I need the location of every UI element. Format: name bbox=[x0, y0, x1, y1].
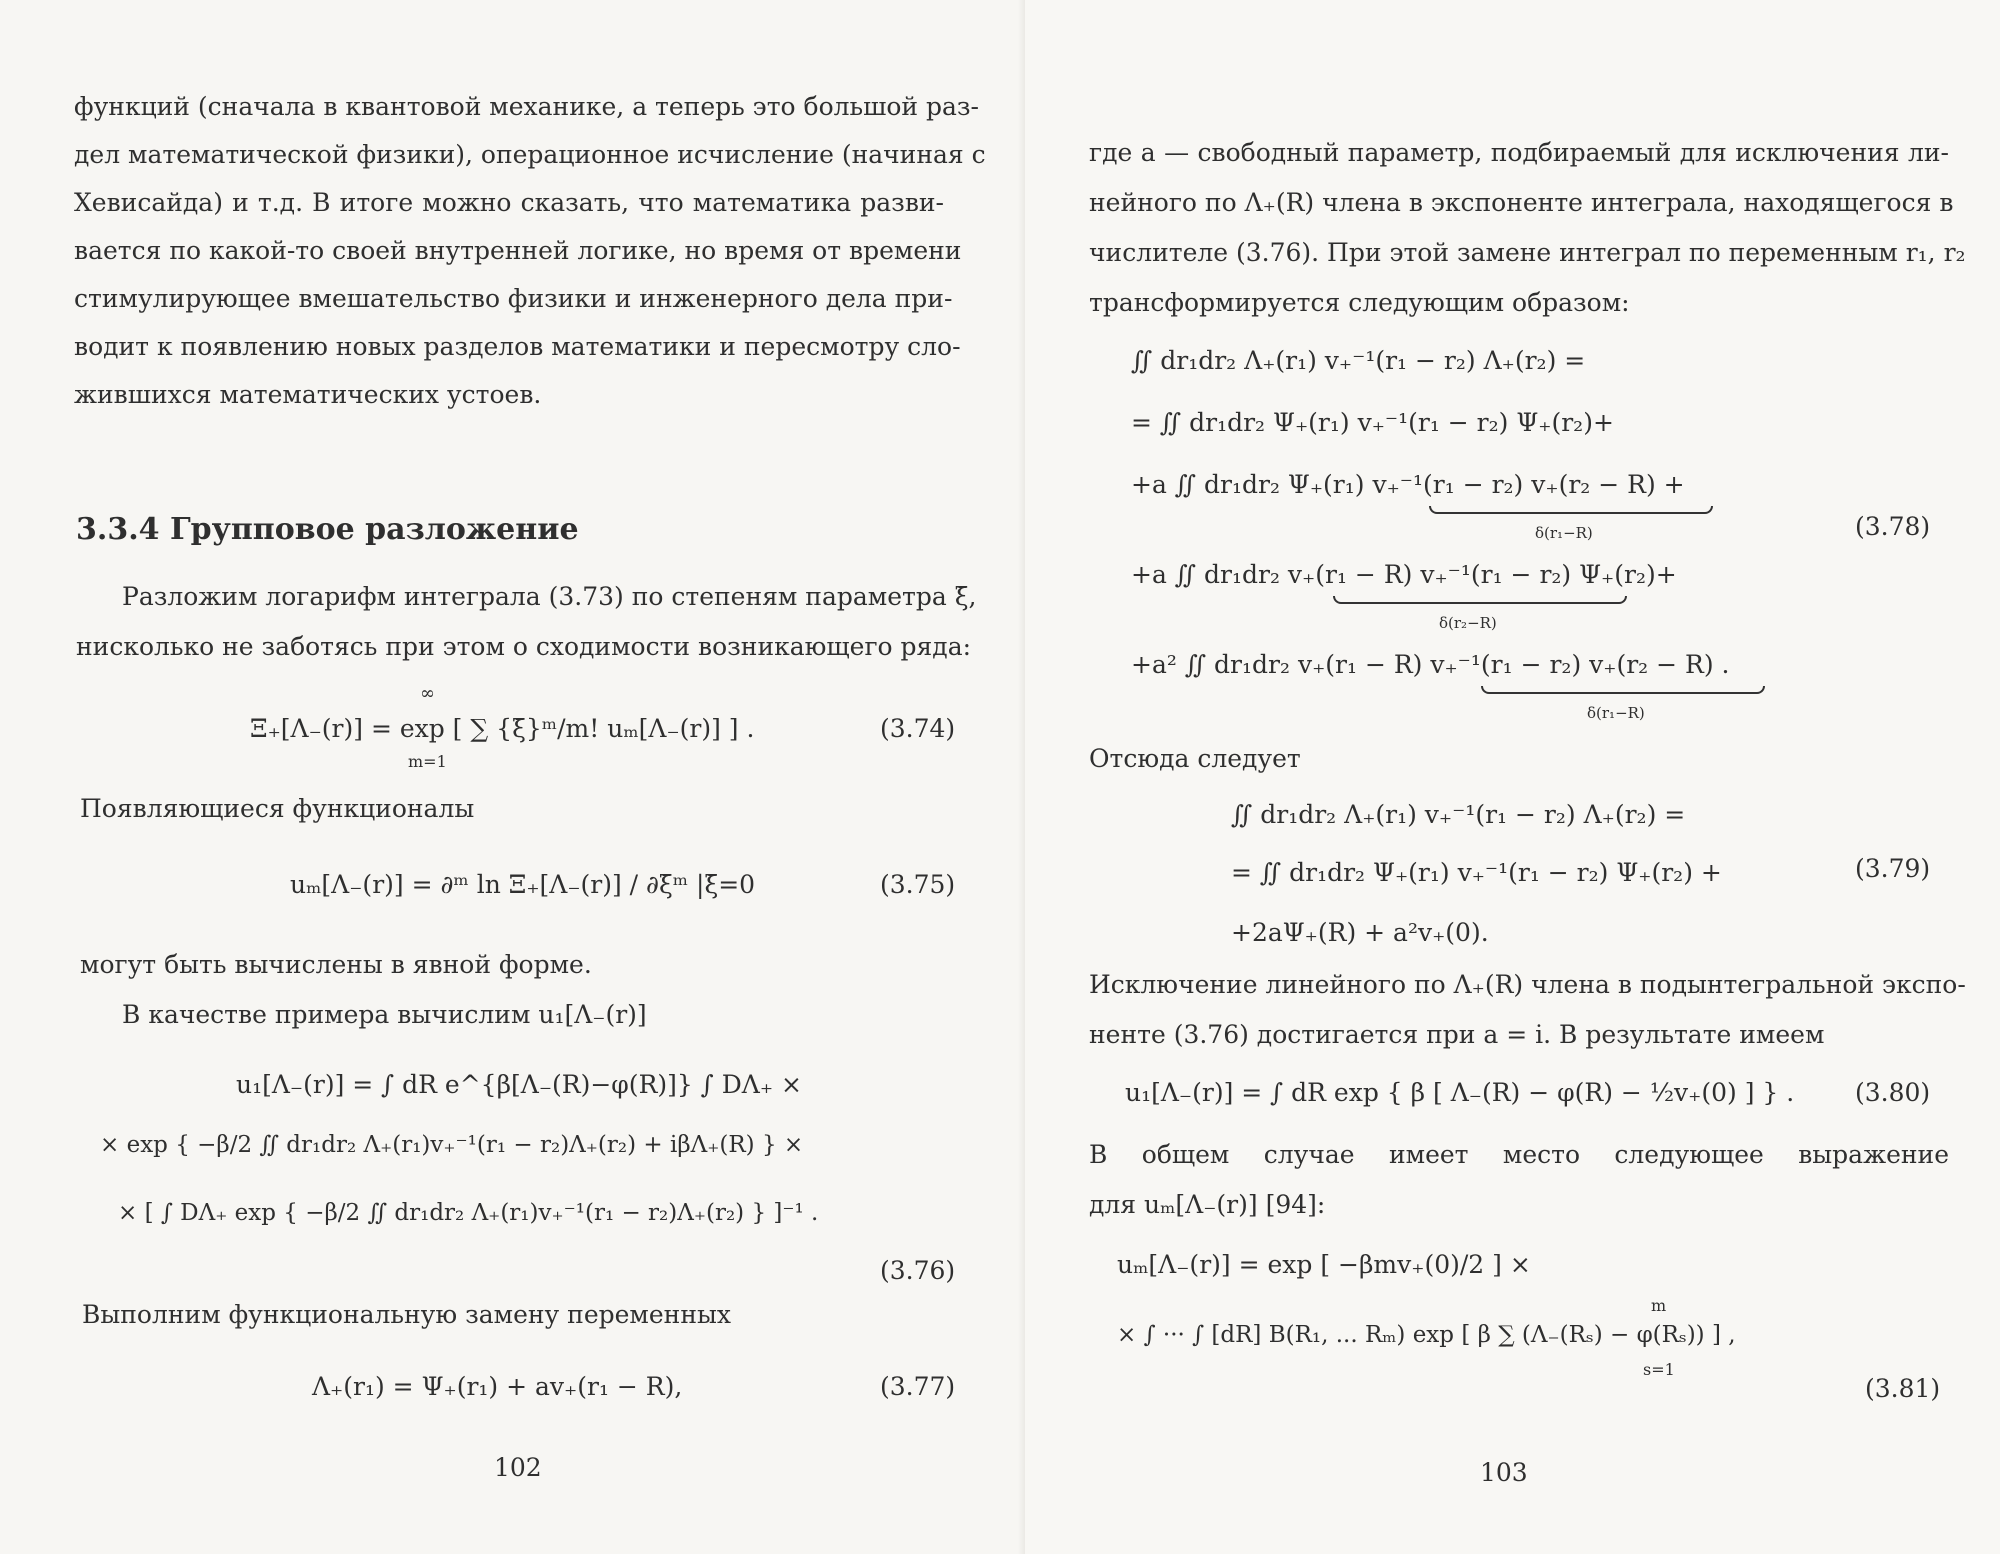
equation-3-78-line-2: = ∬ dr₁dr₂ Ψ₊(r₁) v₊⁻¹(r₁ − r₂) Ψ₊(r₂)+ bbox=[1131, 408, 1614, 437]
text-line: Отсюда следует bbox=[1089, 744, 1301, 773]
text-line: вается по какой-то своей внутренней логике, но время от времени bbox=[74, 236, 962, 265]
text-line: Появляющиеся функционалы bbox=[80, 794, 475, 823]
text-line: Исключение линейного по Λ₊(R) члена в подынтегральной экспо- bbox=[1089, 970, 1966, 999]
text-line: нейного по Λ₊(R) члена в экспоненте интеграла, находящегося в bbox=[1089, 188, 1954, 217]
text-line: стимулирующее вмешательство физики и инженерного дела при- bbox=[74, 284, 953, 313]
equation-number: (3.81) bbox=[1865, 1374, 1941, 1403]
text-line: водит к появлению новых разделов математики и пересмотру сло- bbox=[74, 332, 961, 361]
text-line: числителе (3.76). При этой замене интеграл по переменным r₁, r₂ bbox=[1089, 238, 1966, 267]
equation-number: (3.76) bbox=[880, 1256, 956, 1285]
equation-number: (3.80) bbox=[1855, 1078, 1931, 1107]
underbrace bbox=[1429, 506, 1713, 514]
equation-number: (3.78) bbox=[1855, 512, 1931, 541]
equation-3-78-line-5: +a² ∬ dr₁dr₂ v₊(r₁ − R) v₊⁻¹(r₁ − r₂) v₊(r₂ − R) . bbox=[1131, 650, 1730, 679]
underbrace-label: δ(r₁−R) bbox=[1535, 524, 1593, 542]
text-line: могут быть вычислены в явной форме. bbox=[80, 950, 592, 979]
sum-limit-bottom: m=1 bbox=[408, 752, 447, 771]
text-line: дел математической физики), операционное исчисление (начиная с bbox=[74, 140, 986, 169]
underbrace bbox=[1481, 686, 1765, 694]
text-line: нисколько не заботясь при этом о сходимости возникающего ряда: bbox=[76, 632, 972, 661]
equation-3-81-line-1: uₘ[Λ₋(r)] = exp [ −βmv₊(0)/2 ] × bbox=[1117, 1250, 1531, 1279]
sum-limit-top: ∞ bbox=[420, 683, 435, 704]
text-line: В общем случае имеет место следующее выражение bbox=[1089, 1140, 1949, 1169]
equation-3-76-line-3: × [ ∫ DΛ₊ exp { −β/2 ∬ dr₁dr₂ Λ₊(r₁)v₊⁻¹(r₁ − r₂)Λ₊(r₂) } ]⁻¹ . bbox=[118, 1200, 819, 1226]
equation-number: (3.79) bbox=[1855, 854, 1931, 883]
text-line: для uₘ[Λ₋(r)] [94]: bbox=[1089, 1190, 1326, 1219]
text-line: Хевисайда) и т.д. В итоге можно сказать, что математика разви- bbox=[74, 188, 944, 217]
underbrace bbox=[1333, 596, 1627, 604]
equation-3-79-line-1: ∬ dr₁dr₂ Λ₊(r₁) v₊⁻¹(r₁ − r₂) Λ₊(r₂) = bbox=[1231, 800, 1686, 829]
equation-3-76-line-2: × exp { −β/2 ∬ dr₁dr₂ Λ₊(r₁)v₊⁻¹(r₁ − r₂)Λ₊(r₂) + iβΛ₊(R) } × bbox=[100, 1132, 804, 1158]
equation-number: (3.74) bbox=[880, 714, 956, 743]
equation-3-81-line-2: × ∫ ··· ∫ [dR] B(R₁, ... Rₘ) exp [ β ∑ (Λ₋(Rₛ) − φ(Rₛ)) ] , bbox=[1117, 1322, 1736, 1348]
text-line: где a — свободный параметр, подбираемый для исключения ли- bbox=[1089, 138, 1949, 167]
equation-3-79-line-3: +2aΨ₊(R) + a²v₊(0). bbox=[1231, 918, 1489, 947]
text-line: В качестве примера вычислим u₁[Λ₋(r)] bbox=[122, 1000, 647, 1029]
equation-3-78-line-3: +a ∬ dr₁dr₂ Ψ₊(r₁) v₊⁻¹(r₁ − r₂) v₊(r₂ − R) + bbox=[1131, 470, 1685, 499]
section-heading: 3.3.4 Групповое разложение bbox=[76, 512, 579, 547]
equation-3-78-line-4: +a ∬ dr₁dr₂ v₊(r₁ − R) v₊⁻¹(r₁ − r₂) Ψ₊(r₂)+ bbox=[1131, 560, 1677, 589]
text-line: Выполним функциональную замену переменных bbox=[82, 1300, 731, 1329]
text-line: жившихся математических устоев. bbox=[74, 380, 542, 409]
equation-3-80: u₁[Λ₋(r)] = ∫ dR exp { β [ Λ₋(R) − φ(R) − ½v₊(0) ] } . bbox=[1125, 1078, 1795, 1107]
equation-3-79-line-2: = ∬ dr₁dr₂ Ψ₊(r₁) v₊⁻¹(r₁ − r₂) Ψ₊(r₂) + bbox=[1231, 858, 1722, 887]
sum-limit-top: m bbox=[1651, 1296, 1667, 1315]
equation-3-76-line-1: u₁[Λ₋(r)] = ∫ dR e^{β[Λ₋(R)−φ(R)]} ∫ DΛ₊ × bbox=[236, 1070, 802, 1099]
underbrace-label: δ(r₁−R) bbox=[1587, 704, 1645, 722]
equation-3-78-line-1: ∬ dr₁dr₂ Λ₊(r₁) v₊⁻¹(r₁ − r₂) Λ₊(r₂) = bbox=[1131, 346, 1586, 375]
page-number: 103 bbox=[1480, 1458, 1528, 1487]
equation-number: (3.75) bbox=[880, 870, 956, 899]
text-line: трансформируется следующим образом: bbox=[1089, 288, 1630, 317]
sum-limit-bottom: s=1 bbox=[1643, 1360, 1675, 1379]
page-number: 102 bbox=[494, 1453, 542, 1482]
text-line: Разложим логарифм интеграла (3.73) по степеням параметра ξ̄, bbox=[122, 582, 977, 611]
equation-number: (3.77) bbox=[880, 1372, 956, 1401]
right-page bbox=[1025, 0, 2000, 1554]
equation-3-77: Λ₊(r₁) = Ψ₊(r₁) + av₊(r₁ − R), bbox=[312, 1372, 683, 1401]
equation-3-74: Ξ₊[Λ₋(r)] = exp [ ∑ {ξ̄}ᵐ/m! uₘ[Λ₋(r)] ] . bbox=[250, 714, 755, 743]
underbrace-label: δ(r₂−R) bbox=[1439, 614, 1497, 632]
equation-3-75: uₘ[Λ₋(r)] = ∂ᵐ ln Ξ₊[Λ₋(r)] / ∂ξ̄ᵐ |ξ̄=0 bbox=[290, 870, 756, 899]
text-line: функций (сначала в квантовой механике, а теперь это большой раз- bbox=[74, 92, 980, 121]
text-line: ненте (3.76) достигается при a = i. В результате имеем bbox=[1089, 1020, 1825, 1049]
